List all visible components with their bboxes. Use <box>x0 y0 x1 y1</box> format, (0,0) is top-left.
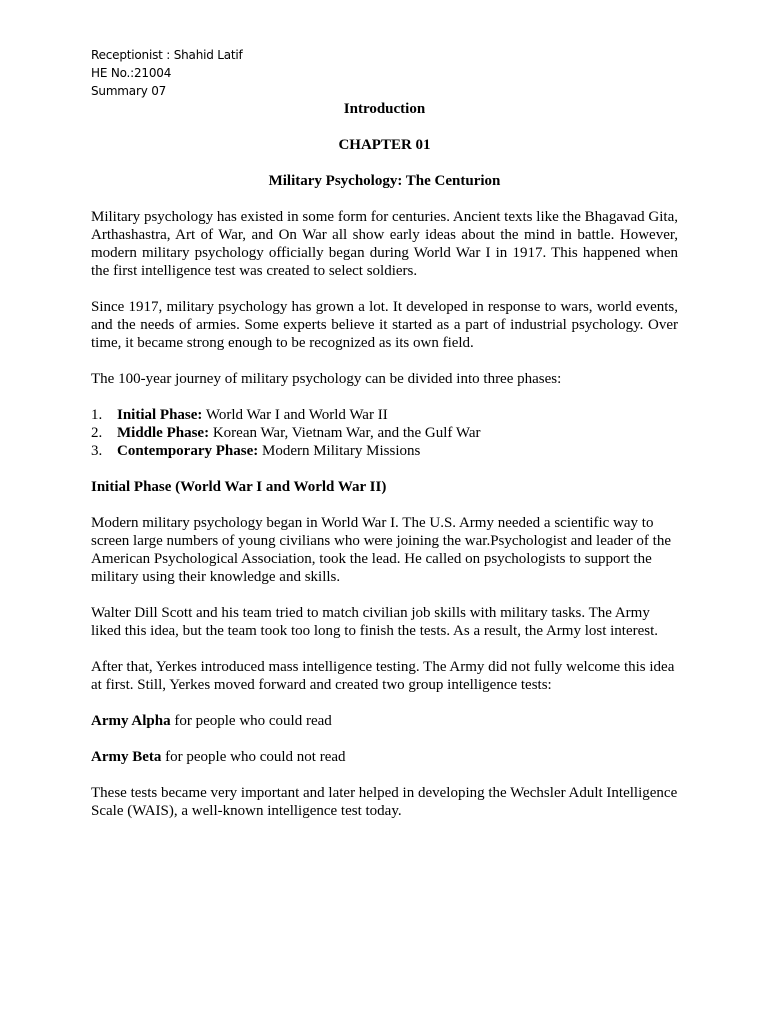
phases-list <box>91 406 678 460</box>
army-beta-text: for people who could not read <box>161 749 346 765</box>
section-paragraph-4: These tests became very important and later helped in developing the Wechsler Adult Intelligence Scale (WAIS), a well-known intelligence test today. <box>91 785 678 819</box>
chapter-heading: CHAPTER 01 <box>338 137 431 153</box>
section-heading-text: Initial Phase (World War I and World War II) <box>91 479 387 495</box>
chapter-title: Military Psychology: The Centurion <box>268 173 501 189</box>
phase-text: World War I and World War II <box>202 407 388 423</box>
he-number-line: HE No.:21004 <box>91 66 172 80</box>
army-beta-line <box>91 748 678 766</box>
summary-line: Summary 07 <box>91 84 167 98</box>
list-number: 2. <box>91 425 103 441</box>
intro-paragraph-2: Since 1917, military psychology has grown a lot. It developed in response to wars, world events, and the needs of armies. Some experts believe it started as a part of industrial psychology. Over time, it became strong enough to be recognized as its own field. <box>91 299 678 351</box>
list-number: 1. <box>91 407 103 423</box>
phase-label: Contemporary Phase: <box>117 443 259 459</box>
intro-paragraph-3: The 100-year journey of military psychology can be divided into three phases: <box>91 371 562 387</box>
section-paragraph-3: After that, Yerkes introduced mass intelligence testing. The Army did not fully welcome this idea at first. Still, Yerkes moved forward and created two group intelligence tests: <box>91 659 675 693</box>
phase-text: Korean War, Vietnam War, and the Gulf War <box>209 425 481 441</box>
section-heading <box>91 478 678 496</box>
army-beta-label: Army Beta <box>91 749 162 765</box>
section-paragraph-2: Walter Dill Scott and his team tried to match civilian job skills with military tasks. The Army liked this idea, but the team took too long to finish the tests. As a result, the Army lost interest. <box>91 605 659 639</box>
intro-paragraph-1: Military psychology has existed in some form for centuries. Ancient texts like the Bhagavad Gita, Arthashastra, Art of War, and On War all show early ideas about the mind in battle. However, modern military psychology officially began during World War I in 1917. This happened when the first intelligence test was created to select soldiers. <box>91 209 678 279</box>
phase-label: Initial Phase: <box>117 407 203 423</box>
receptionist-line: Receptionist : Shahid Latif <box>91 48 243 62</box>
document-header <box>91 46 678 100</box>
document-page <box>91 46 678 820</box>
list-item <box>91 442 678 460</box>
list-item <box>91 424 678 442</box>
army-alpha-label: Army Alpha <box>91 713 171 729</box>
phase-text: Modern Military Missions <box>258 443 421 459</box>
army-alpha-text: for people who could read <box>170 713 332 729</box>
list-item <box>91 406 678 424</box>
phase-label: Middle Phase: <box>117 425 210 441</box>
list-number: 3. <box>91 443 103 459</box>
section-paragraph-1: Modern military psychology began in World War I. The U.S. Army needed a scientific way to screen large numbers of young civilians who were joining the war.Psychologist and leader of the American Psychological Association, took the lead. He called on psychologists to support the military using their knowledge and skills. <box>91 515 671 585</box>
introduction-heading: Introduction <box>343 101 426 117</box>
army-alpha-line <box>91 712 678 730</box>
